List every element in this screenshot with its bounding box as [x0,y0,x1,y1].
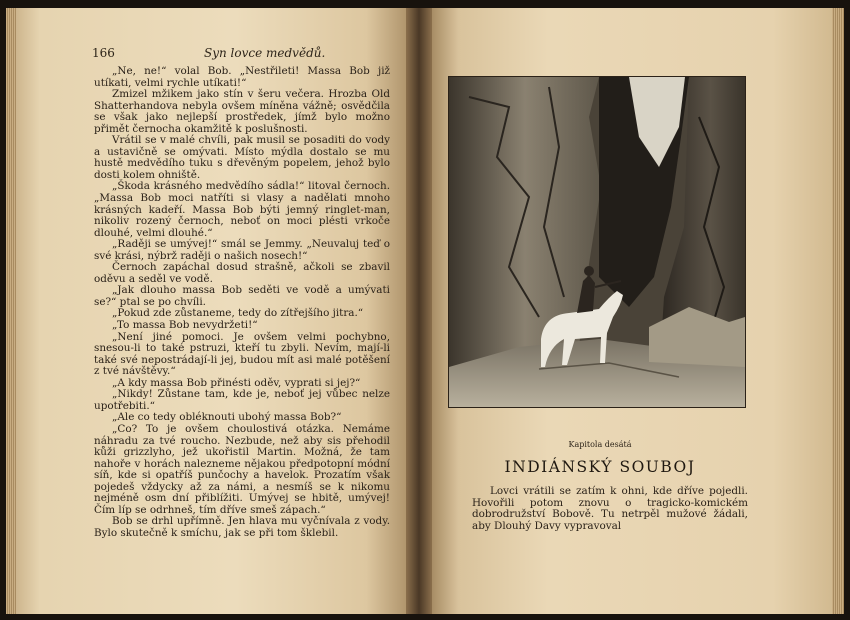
paragraph: „Nikdy! Zůstane tam, kde je, neboť jej vůbec nelze upotřebiti.“ [94,388,390,412]
paragraph: Lovci vrátili se zatím k ohni, kde dříve pojedli. Hovořili potom znovu o tragicko-komickém dobrodružství Bobově. Tu netrpěl mužové žádali, aby Dlouhý Davy vypravoval [472,485,748,532]
paragraph: Černoch zapáchal dosud strašně, ačkoli se zbavil oděvu a seděl ve vodě. [94,261,390,285]
illustration-drawing [449,77,745,407]
paragraph: „Co? To je ovšem choulostivá otázka. Nemáme náhradu za tvé roucho. Nezbude, než aby sis přehodil kůži grizzlyho, jež ukořistil Martin. Možná, že tam nahoře v horách nalezneme nějakou předpotopní módní síň, kde si opatříš punčochy a havelok. Prozatím však pojedeš vždycky až za námi, a nesmíš se k nikomu nejméně osm dní přiblížiti. Umývej se hbitě, umývej! Čím líp se odrhneš, tím dříve smeš zápach.“ [94,422,390,516]
left-page-text [94,66,390,539]
canyon-rider-illustration [448,76,746,408]
paragraph: „Není jiné pomoci. Je ovšem velmi pochybno, snesou-li to také pstruzi, kteří tu zbyli. Nevím, mají-li také své nepostrádají-li jej, budou mít asi malé potěšení z tvé návštěvy.“ [94,330,390,378]
paragraph: „A kdy massa Bob přinésti oděv, vyprati si jej?“ [112,376,361,389]
right-page-text [472,486,748,532]
paragraph: „Ne, ne!“ volal Bob. „Nestřileti! Massa Bob již utíkati, velmi rychle utíkati!“ [94,65,390,89]
paragraph: Zmizel mžikem jako stín v šeru večera. Hrozba Old Shatterhandova nebyla ovšem míněna vážně; osvědčila se však jako nejlepší prostředek, jímž bylo možno přimět černocha okamžitě k poslušnosti. [94,88,390,135]
paragraph: Bob se drhl upřímně. Jen hlava mu vyčnívala z vody. Bylo skutečně k smíchu, jak se při tom šklebil. [94,515,390,539]
paragraph: „Ale co tedy obléknouti ubohý massa Bob?“ [112,411,342,424]
paragraph: „Raději se umývej!“ smál se Jemmy. „Neuvaluj teď o své krási, nýbrž raději o našich nosech!“ [94,238,390,262]
paragraph: „Pokud zde zůstaneme, tedy do zítřejšího jitra.“ [112,307,364,320]
chapter-label: Kapitola desátá [568,440,632,449]
paragraph: Vrátil se v malé chvíli, pak musil se posaditi do vody a ustavičně se omývati. Místo mýdla dostalo se mu hustě medvědího tuku s dřevěným popelem, jehož bylo dosti kolem ohniště. [94,134,390,181]
paragraph: „Škoda krásného medvědího sádla!“ litoval černoch. „Massa Bob moci natříti si vlasy a nadělati mnoho krásných kadeří. Massa Bob býti jemný ringlet-man, nikoliv rozený černoch, neboť on moci plésti vrkoče dlouhé, velmi dlouhé.“ [94,180,390,239]
paragraph: „To massa Bob nevydržeti!“ [112,319,258,332]
page-edges-right [832,8,844,614]
paragraph: „Jak dlouho massa Bob seděti ve vodě a umývati se?“ ptal se po chvíli. [94,284,390,308]
running-title: Syn lovce medvědů. [204,46,326,60]
page-number: 166 [92,46,115,60]
chapter-title: INDIÁNSKÝ SOUBOJ [504,458,696,476]
book-gutter [406,8,432,614]
